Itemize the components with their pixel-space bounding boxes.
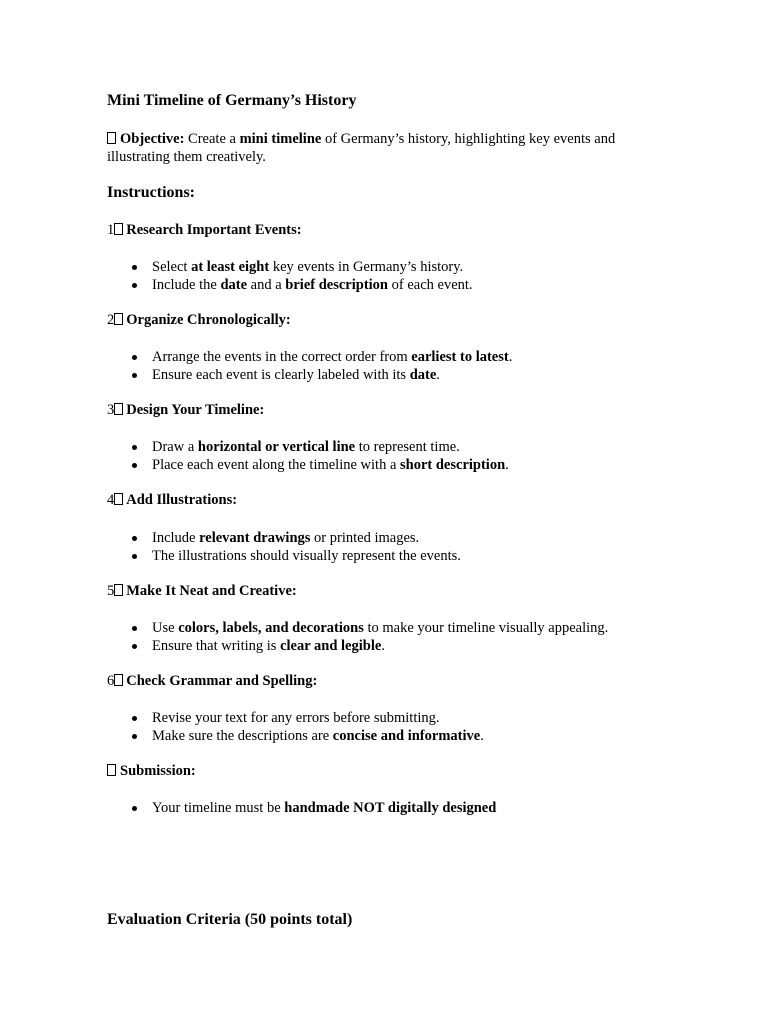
document-title: Mini Timeline of Germany’s History: [107, 92, 357, 109]
step-4-heading: [107, 492, 237, 509]
missing-glyph-box-icon: [114, 313, 123, 325]
objective-bold-1: mini timeline: [239, 131, 322, 147]
step-4-list: [107, 529, 461, 565]
step-3-list: [107, 438, 509, 474]
list-item: Draw a horizontal or vertical line to represent time.: [107, 438, 509, 456]
step-number: 1: [107, 222, 115, 238]
step-title: Organize Chronologically:: [126, 312, 291, 328]
step-number: 3: [107, 402, 115, 418]
submission-list: [107, 799, 496, 817]
step-title: Research Important Events:: [126, 222, 302, 238]
list-item: Use colors, labels, and decorations to make your timeline visually appealing.: [107, 619, 608, 637]
step-5-heading: [107, 583, 297, 600]
evaluation-heading: Evaluation Criteria (50 points total): [107, 911, 353, 928]
step-5-list: [107, 619, 608, 655]
missing-glyph-box-icon: [114, 674, 123, 686]
missing-glyph-box-icon: [114, 223, 123, 235]
objective-text-2: of Germany’s history, highlighting key events and illustrating them creatively.: [107, 131, 616, 165]
missing-glyph-box-icon: [107, 764, 116, 776]
objective-text-1: Create a: [184, 131, 240, 147]
step-3-heading: [107, 402, 264, 419]
step-number: 2: [107, 312, 115, 328]
instructions-heading: Instructions:: [107, 184, 196, 201]
list-item: Place each event along the timeline with a short description.: [107, 456, 509, 474]
step-number: 4: [107, 492, 115, 508]
list-item: Revise your text for any errors before submitting.: [107, 709, 484, 727]
step-title: Make It Neat and Creative:: [126, 583, 297, 599]
list-item: Include relevant drawings or printed images.: [107, 529, 461, 547]
list-item: Arrange the events in the correct order from earliest to latest.: [107, 348, 512, 366]
list-item: The illustrations should visually represent the events.: [107, 547, 461, 565]
step-2-list: [107, 348, 512, 384]
list-item: Ensure each event is clearly labeled with its date.: [107, 366, 512, 384]
step-title: Design Your Timeline:: [126, 402, 265, 418]
step-title: Check Grammar and Spelling:: [126, 673, 318, 689]
objective-label: Objective:: [120, 131, 185, 147]
list-item: Ensure that writing is clear and legible.: [107, 637, 608, 655]
step-6-heading: [107, 673, 317, 690]
step-1-heading: [107, 222, 302, 239]
step-number: 6: [107, 673, 115, 689]
step-6-list: [107, 709, 484, 745]
missing-glyph-box-icon: [114, 584, 123, 596]
step-1-list: [107, 258, 473, 294]
objective-paragraph: [107, 130, 667, 166]
step-number: 5: [107, 583, 115, 599]
list-item: Include the date and a brief description of each event.: [107, 276, 473, 294]
submission-title: Submission:: [120, 763, 196, 779]
missing-glyph-box-icon: [114, 403, 123, 415]
step-title: Add Illustrations:: [126, 492, 238, 508]
list-item: Select at least eight key events in Germany’s history.: [107, 258, 473, 276]
list-item: Make sure the descriptions are concise and informative.: [107, 727, 484, 745]
submission-heading: [107, 763, 196, 780]
missing-glyph-box-icon: [107, 132, 116, 144]
missing-glyph-box-icon: [114, 493, 123, 505]
list-item: Your timeline must be handmade NOT digitally designed: [107, 799, 496, 817]
step-2-heading: [107, 312, 291, 329]
